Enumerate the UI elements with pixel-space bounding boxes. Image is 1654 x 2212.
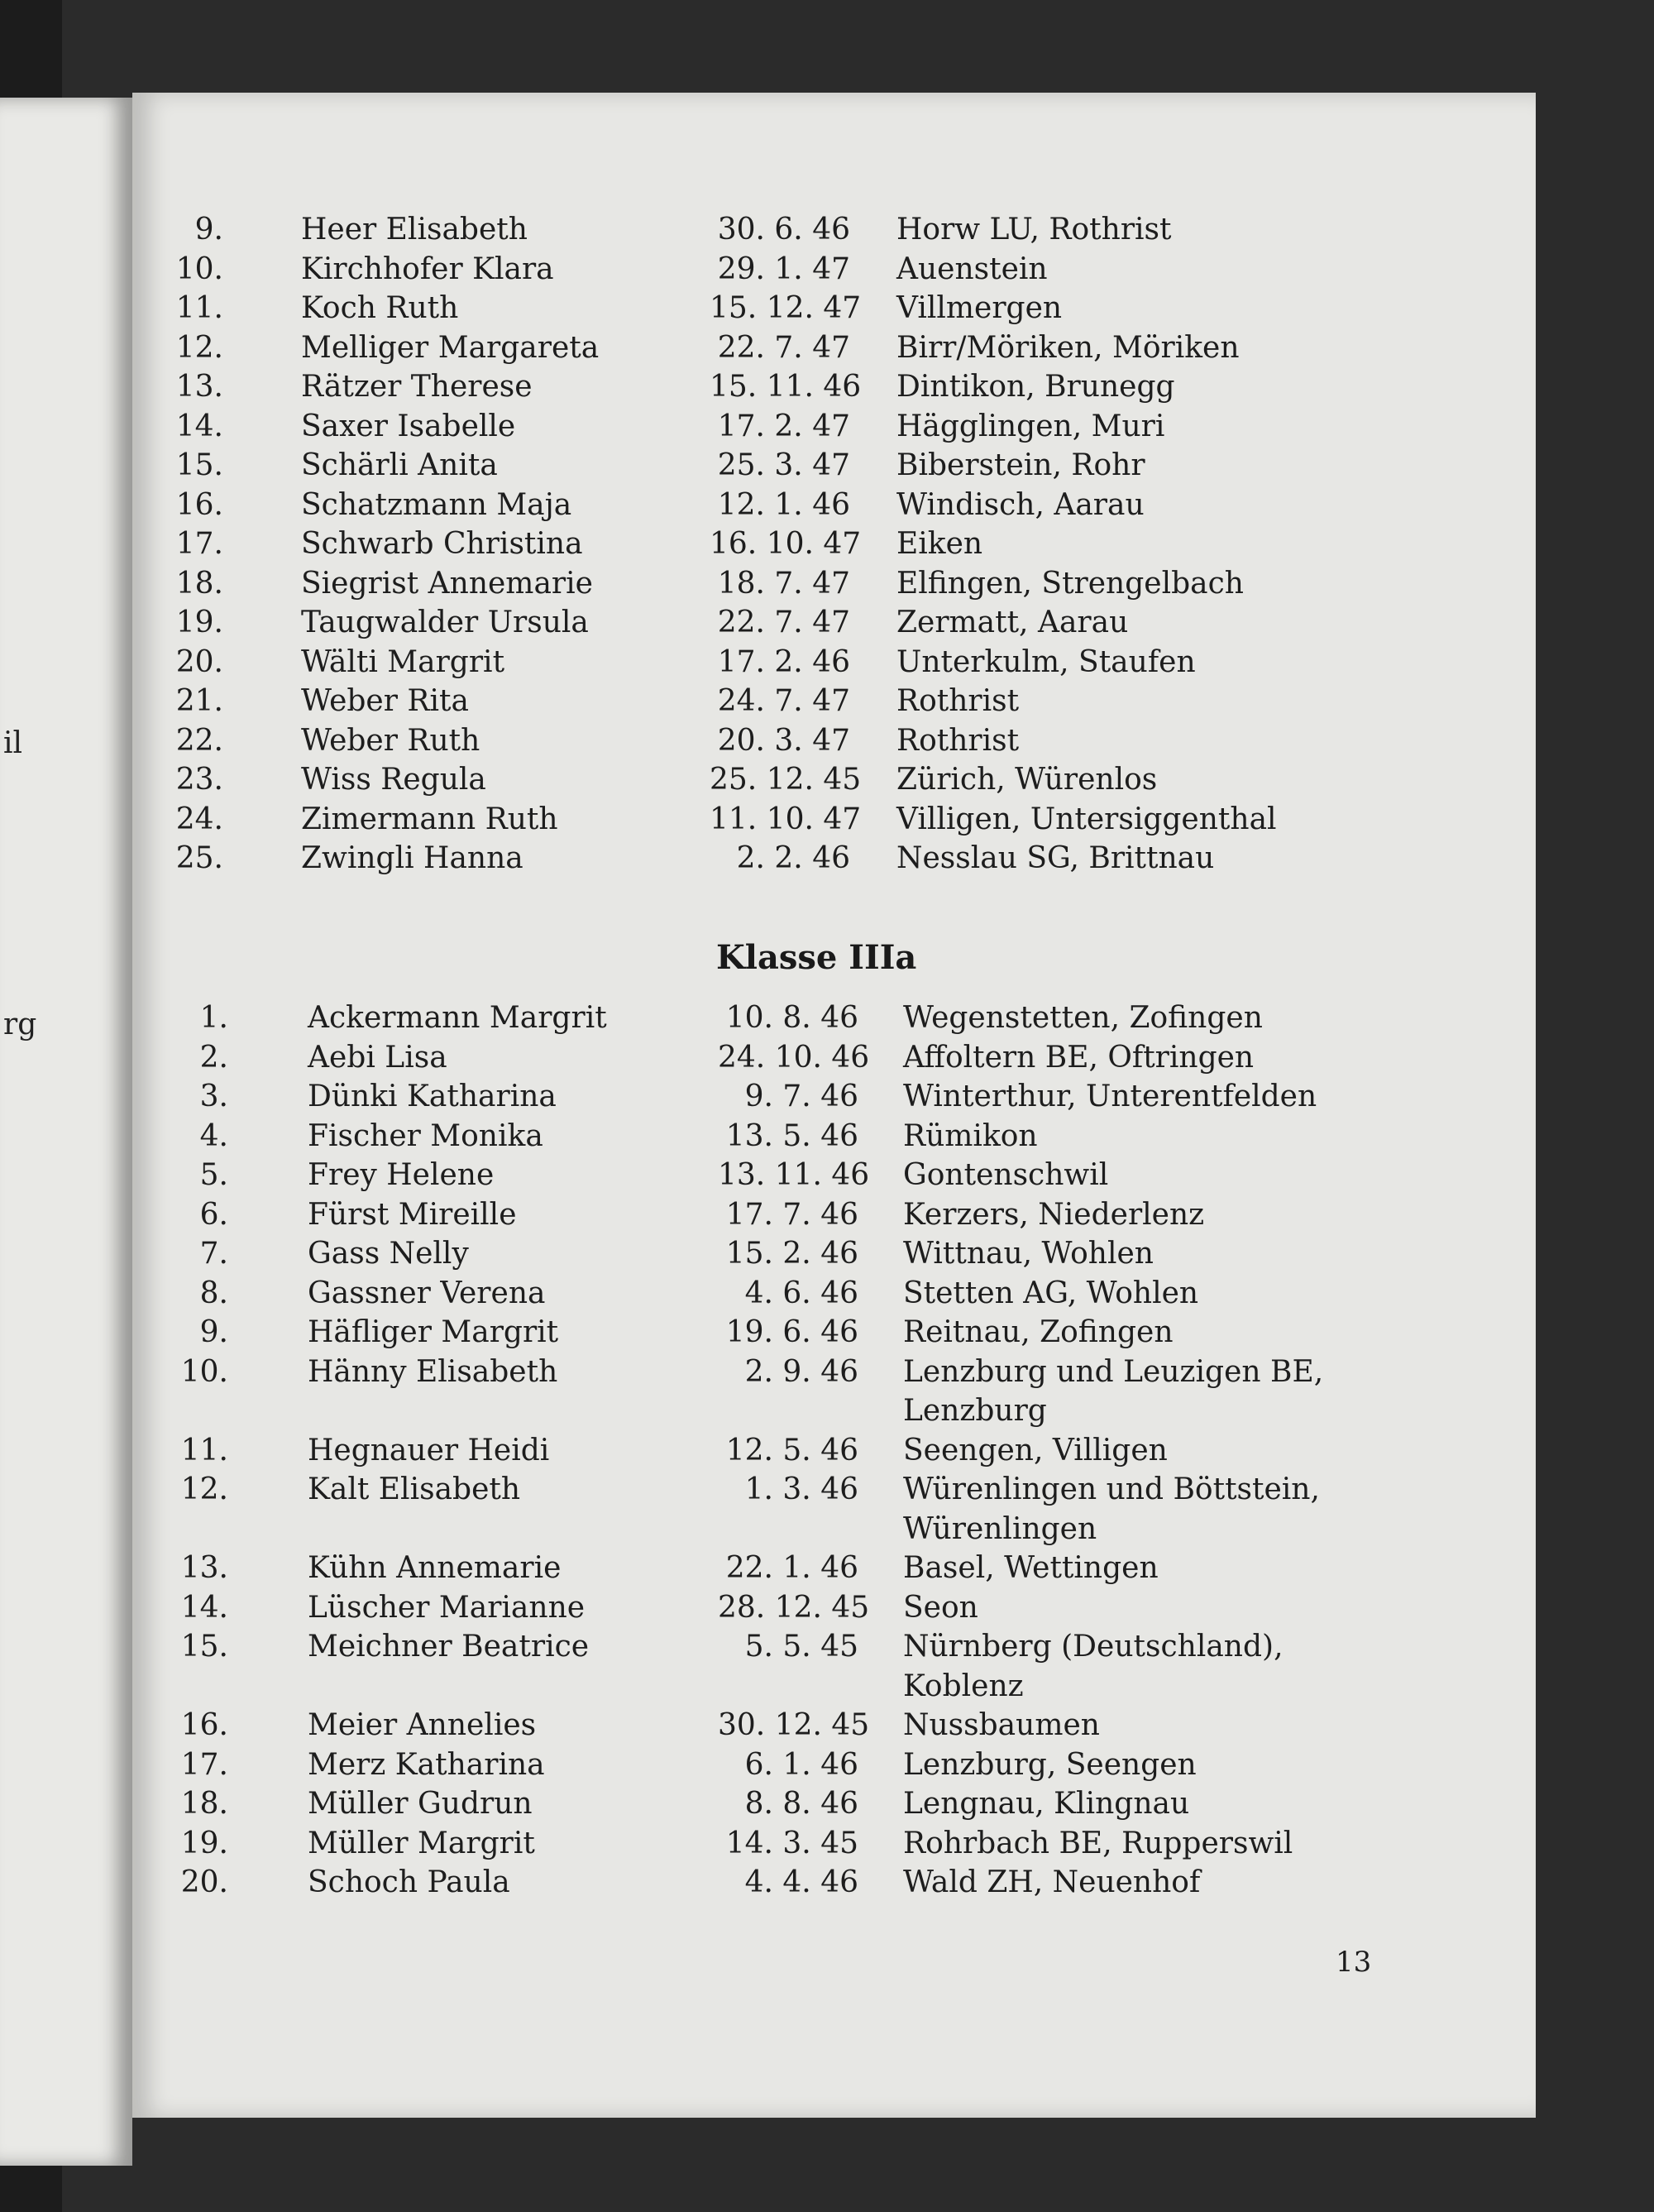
list-item (132, 1234, 1536, 1274)
place-of-origin: Gontenschwil (903, 1158, 1109, 1192)
student-name: Fürst Mireille (308, 1197, 517, 1232)
birth-date: 2. 2. 46 (736, 841, 850, 875)
place-of-origin: Winterthur, Unterentfelden (903, 1080, 1317, 1113)
place-of-origin-continued: Würenlingen (903, 1511, 1097, 1546)
student-name: Melliger Margareta (301, 330, 600, 365)
birth-date: 15. 2. 46 (725, 1237, 858, 1271)
list-item (132, 1353, 1536, 1392)
student-name: Hegnauer Heidi (308, 1433, 550, 1467)
student-name: Fischer Monika (308, 1118, 543, 1153)
previous-page-fragment: il (3, 726, 23, 760)
birth-date: 22. 7. 47 (717, 330, 850, 365)
list-item (132, 1824, 1536, 1864)
place-of-origin: Rothrist (896, 684, 1020, 718)
student-name: Meier Annelies (308, 1708, 537, 1742)
list-item (132, 1588, 1536, 1628)
entry-number: 9. (194, 213, 223, 247)
place-of-origin-continued: Lenzburg (903, 1394, 1047, 1428)
birth-date: 14. 3. 45 (725, 1826, 858, 1860)
list-item (132, 998, 1536, 1038)
page-number: 13 (1336, 1946, 1372, 1979)
student-name: Frey Helene (308, 1158, 495, 1192)
student-name: Taugwalder Ursula (301, 606, 589, 639)
list-item (132, 564, 1536, 604)
list-item (132, 1077, 1536, 1117)
list-item (132, 603, 1536, 643)
birth-date: 22. 7. 47 (717, 606, 850, 639)
place-of-origin: Wittnau, Wohlen (903, 1237, 1154, 1271)
birth-date: 25. 3. 47 (717, 448, 850, 482)
birth-date: 9. 7. 46 (744, 1080, 858, 1113)
entry-number: 9. (199, 1315, 228, 1349)
entry-number: 4. (199, 1118, 228, 1153)
list-item (132, 446, 1536, 486)
place-of-origin: Basel, Wettingen (903, 1551, 1159, 1585)
birth-date: 17. 7. 46 (725, 1197, 858, 1232)
entry-number: 11. (175, 291, 223, 325)
place-of-origin: Würenlingen und Böttstein, (903, 1472, 1320, 1506)
entry-number: 25. (175, 841, 223, 875)
student-name: Häfliger Margrit (308, 1315, 559, 1349)
student-name: Schwarb Christina (301, 527, 583, 561)
birth-date: 4. 6. 46 (744, 1276, 858, 1310)
student-name: Schärli Anita (301, 448, 498, 482)
entry-number: 6. (199, 1197, 228, 1232)
student-name: Aebi Lisa (308, 1040, 447, 1075)
birth-date: 1. 3. 46 (744, 1472, 858, 1506)
entry-number: 20. (175, 644, 223, 679)
list-item (132, 760, 1536, 800)
list-item (132, 524, 1536, 564)
place-of-origin: Dintikon, Brunegg (896, 370, 1175, 404)
place-of-origin: Seon (903, 1590, 978, 1625)
list-item (132, 486, 1536, 525)
place-of-origin: Zermatt, Aarau (896, 606, 1129, 639)
birth-date: 4. 4. 46 (744, 1865, 858, 1899)
birth-date: 8. 8. 46 (744, 1787, 858, 1821)
place-of-origin: Horw LU, Rothrist (896, 213, 1172, 247)
entry-number: 21. (175, 684, 223, 718)
student-name: Gass Nelly (308, 1237, 469, 1271)
student-name: Rätzer Therese (301, 370, 533, 404)
entry-number: 10. (175, 251, 223, 286)
list-item (132, 1195, 1536, 1235)
birth-date: 13. 5. 46 (725, 1118, 858, 1153)
entry-number: 16. (180, 1708, 228, 1742)
place-of-origin: Wegenstetten, Zofingen (903, 1001, 1263, 1035)
entry-number: 19. (180, 1826, 228, 1860)
entry-number: 18. (175, 566, 223, 601)
list-item-continuation (132, 1510, 1536, 1549)
student-name: Müller Gudrun (308, 1787, 533, 1821)
list-item (132, 1431, 1536, 1471)
birth-date: 30. 6. 46 (717, 213, 850, 247)
list-item (132, 289, 1536, 328)
birth-date: 24. 10. 46 (718, 1040, 870, 1075)
birth-date: 25. 12. 45 (710, 763, 862, 797)
previous-page-edge (0, 98, 132, 2166)
student-name: Wiss Regula (301, 763, 486, 797)
place-of-origin: Reitnau, Zofingen (903, 1315, 1174, 1349)
list-item (132, 1470, 1536, 1510)
list-item (132, 1627, 1536, 1667)
birth-date: 12. 5. 46 (725, 1433, 858, 1467)
place-of-origin: Seengen, Villigen (903, 1433, 1168, 1467)
student-name: Zwingli Hanna (301, 841, 523, 875)
list-item (132, 682, 1536, 721)
student-name: Müller Margrit (308, 1826, 535, 1860)
birth-date: 12. 1. 46 (717, 487, 850, 522)
entry-number: 10. (180, 1354, 228, 1389)
birth-date: 30. 12. 45 (718, 1708, 870, 1742)
place-of-origin: Auenstein (896, 251, 1048, 286)
list-item (132, 839, 1536, 879)
place-of-origin: Zürich, Würenlos (896, 763, 1158, 797)
birth-date: 10. 8. 46 (725, 1001, 858, 1035)
birth-date: 17. 2. 46 (717, 644, 850, 679)
student-name: Kirchhofer Klara (301, 251, 554, 286)
list-item (132, 210, 1536, 250)
place-of-origin: Elfingen, Strengelbach (896, 566, 1244, 601)
place-of-origin: Villigen, Untersiggenthal (896, 802, 1277, 836)
place-of-origin: Lengnau, Klingnau (903, 1787, 1190, 1821)
student-name: Kalt Elisabeth (308, 1472, 521, 1506)
place-of-origin: Stetten AG, Wohlen (903, 1276, 1199, 1310)
student-name: Gassner Verena (308, 1276, 546, 1310)
entry-number: 17. (180, 1747, 228, 1782)
list-item (132, 1863, 1536, 1903)
list-item (132, 1706, 1536, 1745)
entry-number: 11. (180, 1433, 228, 1467)
birth-date: 11. 10. 47 (710, 802, 862, 836)
birth-date: 22. 1. 46 (725, 1551, 858, 1585)
place-of-origin: Nussbaumen (903, 1708, 1100, 1742)
entry-number: 12. (175, 330, 223, 365)
place-of-origin: Lenzburg, Seengen (903, 1747, 1197, 1782)
birth-date: 15. 12. 47 (710, 291, 862, 325)
list-item (132, 328, 1536, 368)
list-item (132, 1549, 1536, 1588)
entry-number: 16. (175, 487, 223, 522)
place-of-origin: Biberstein, Rohr (896, 448, 1145, 482)
birth-date: 17. 2. 47 (717, 409, 850, 443)
place-of-origin: Villmergen (896, 291, 1063, 325)
student-name: Heer Elisabeth (301, 213, 528, 247)
entry-number: 17. (175, 527, 223, 561)
place-of-origin: Hägglingen, Muri (896, 409, 1165, 443)
student-name: Hänny Elisabeth (308, 1354, 558, 1389)
entry-number: 15. (180, 1630, 228, 1664)
place-of-origin: Rothrist (896, 723, 1020, 758)
student-name: Meichner Beatrice (308, 1630, 590, 1664)
list-item (132, 1117, 1536, 1156)
entry-number: 2. (199, 1040, 228, 1075)
student-name: Schatzmann Maja (301, 487, 572, 522)
list-item (132, 250, 1536, 290)
entry-number: 14. (180, 1590, 228, 1625)
entry-number: 14. (175, 409, 223, 443)
student-name: Weber Rita (301, 684, 469, 718)
list-item (132, 1784, 1536, 1824)
student-name: Merz Katharina (308, 1747, 545, 1782)
place-of-origin: Affoltern BE, Oftringen (903, 1040, 1255, 1075)
student-name: Wälti Margrit (301, 644, 505, 679)
place-of-origin: Unterkulm, Staufen (896, 644, 1196, 679)
birth-date: 16. 10. 47 (710, 527, 862, 561)
student-name: Weber Ruth (301, 723, 480, 758)
list-item (132, 407, 1536, 447)
place-of-origin: Rümikon (903, 1118, 1038, 1153)
place-of-origin: Rohrbach BE, Rupperswil (903, 1826, 1293, 1860)
student-name: Zimermann Ruth (301, 802, 558, 836)
student-name: Dünki Katharina (308, 1080, 557, 1113)
entry-number: 3. (199, 1080, 228, 1113)
birth-date: 18. 7. 47 (717, 566, 850, 601)
entry-number: 13. (180, 1551, 228, 1585)
entry-number: 20. (180, 1865, 228, 1899)
list-item (132, 367, 1536, 407)
entry-number: 19. (175, 606, 223, 639)
place-of-origin: Nesslau SG, Brittnau (896, 841, 1215, 875)
birth-date: 2. 9. 46 (744, 1354, 858, 1389)
place-of-origin: Birr/Möriken, Möriken (896, 330, 1240, 365)
document-page (132, 93, 1536, 2118)
entry-number: 1. (199, 1001, 228, 1035)
birth-date: 13. 11. 46 (718, 1158, 870, 1192)
student-name: Lüscher Marianne (308, 1590, 586, 1625)
list-item (132, 643, 1536, 682)
place-of-origin: Nürnberg (Deutschland), (903, 1630, 1284, 1664)
place-of-origin: Eiken (896, 527, 983, 561)
place-of-origin: Kerzers, Niederlenz (903, 1197, 1205, 1232)
list-item-continuation (132, 1667, 1536, 1707)
student-name: Schoch Paula (308, 1865, 510, 1899)
place-of-origin: Wald ZH, Neuenhof (903, 1865, 1201, 1899)
entry-number: 15. (175, 448, 223, 482)
entry-number: 22. (175, 723, 223, 758)
birth-date: 5. 5. 45 (744, 1630, 858, 1664)
student-name: Saxer Isabelle (301, 409, 516, 443)
list-item (132, 1156, 1536, 1195)
birth-date: 29. 1. 47 (717, 251, 850, 286)
place-of-origin: Lenzburg und Leuzigen BE, (903, 1354, 1324, 1389)
birth-date: 28. 12. 45 (718, 1590, 870, 1625)
student-name: Koch Ruth (301, 291, 459, 325)
entry-number: 18. (180, 1787, 228, 1821)
list-item (132, 800, 1536, 840)
birth-date: 15. 11. 46 (710, 370, 862, 404)
section-title: Klasse IIIa (716, 938, 917, 977)
list-item (132, 1038, 1536, 1078)
student-name: Ackermann Margrit (308, 1001, 607, 1035)
birth-date: 19. 6. 46 (725, 1315, 858, 1349)
list-item-continuation (132, 1391, 1536, 1431)
entry-number: 12. (180, 1472, 228, 1506)
list-item (132, 1313, 1536, 1353)
list-item (132, 1274, 1536, 1314)
birth-date: 24. 7. 47 (717, 684, 850, 718)
entry-number: 24. (175, 802, 223, 836)
entry-number: 8. (199, 1276, 228, 1310)
place-of-origin-continued: Koblenz (903, 1669, 1024, 1703)
entry-number: 5. (199, 1158, 228, 1192)
entry-number: 13. (175, 370, 223, 404)
list-item (132, 1745, 1536, 1785)
entry-number: 7. (199, 1237, 228, 1271)
previous-page-fragment: rg (3, 1008, 37, 1041)
list-item (132, 721, 1536, 761)
entry-number: 23. (175, 763, 223, 797)
birth-date: 6. 1. 46 (744, 1747, 858, 1782)
student-name: Kühn Annemarie (308, 1551, 562, 1585)
student-name: Siegrist Annemarie (301, 566, 593, 601)
birth-date: 20. 3. 47 (717, 723, 850, 758)
place-of-origin: Windisch, Aarau (896, 487, 1145, 522)
